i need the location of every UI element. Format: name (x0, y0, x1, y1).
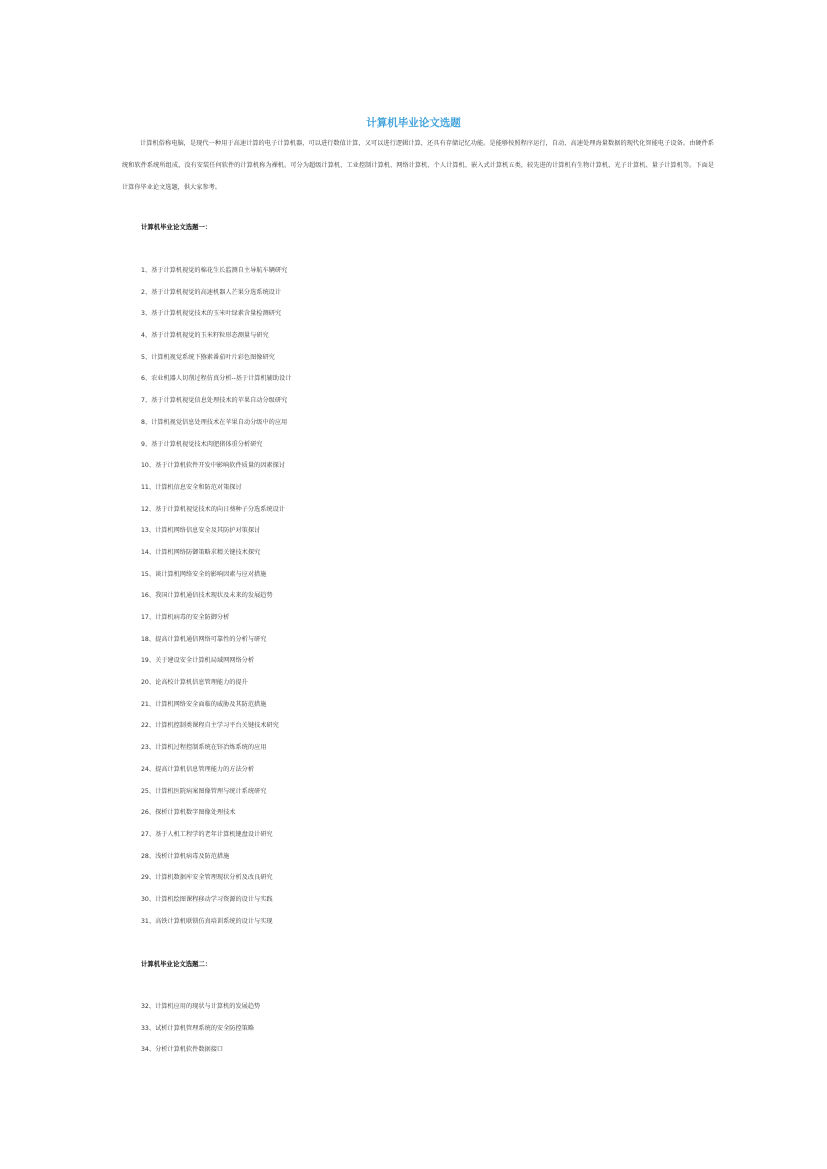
list-item-text: 计算机视觉信息处理技术在苹果自动分级中的应用 (151, 418, 288, 426)
list-item (141, 830, 291, 852)
list-item-separator: 、 (148, 570, 156, 578)
list-item (141, 808, 291, 830)
list-item-number: 13 (141, 527, 149, 535)
list-item-number: 21 (141, 700, 149, 708)
list-item-number: 6 (141, 375, 145, 383)
list-item-number: 30 (141, 895, 149, 903)
list-item (141, 353, 291, 375)
topic-list-2 (141, 1002, 260, 1067)
list-item-number: 16 (141, 592, 149, 600)
list-item-number: 5 (141, 353, 145, 361)
list-item-text: 分析计算机软件数据接口 (155, 1046, 224, 1054)
list-item-text: 基于计算机视觉技术的玉米叶绿素含量检测研究 (151, 310, 282, 318)
list-item (141, 548, 291, 570)
list-item (141, 635, 291, 657)
list-item-number: 28 (141, 852, 149, 860)
list-item-text: 浅析计算机病毒及防范措施 (155, 852, 230, 860)
list-item-separator: 、 (148, 462, 156, 470)
list-item (141, 1024, 260, 1046)
list-item-separator: 、 (148, 787, 156, 795)
list-item-number: 29 (141, 874, 149, 882)
list-item (141, 396, 291, 418)
list-item (141, 1002, 260, 1024)
list-item-separator: 、 (148, 505, 156, 513)
list-item-text: 试析计算机管理系统的安全防控策略 (155, 1024, 255, 1032)
list-item-text: 基于计算机视觉的玉米籽粒形态测量与研究 (151, 332, 269, 340)
list-item-text: 探析计算机数字图像处理技术 (155, 809, 236, 817)
list-item (141, 895, 291, 917)
list-item (141, 374, 291, 396)
list-item-separator: 、 (144, 375, 152, 383)
list-item-separator: 、 (144, 267, 152, 274)
list-item-separator: 、 (148, 895, 156, 903)
list-item (141, 591, 291, 613)
list-item-text: 基于计算机视觉信息处理技术的苹果自动分级研究 (151, 397, 288, 405)
list-item (141, 288, 291, 310)
list-item-separator: 、 (148, 657, 156, 665)
list-item-text: 计算机医院病案图像管理与统计系统研究 (155, 787, 267, 795)
list-item-number: 19 (141, 657, 149, 665)
list-item-text: 计算机过程控制系统在锌冶炼系统的应用 (155, 744, 267, 752)
list-item-text: 高铁计算机联锁仿真培训系统的设计与实现 (155, 917, 273, 925)
list-item-number: 22 (141, 722, 149, 730)
intro-paragraph: 计算机俗称电脑，是现代一种用于高速计算的电子计算机器，可以进行数值计算，又可以进行逻辑计算，还具有存储记忆功能。是能够按照程序运行，自动、高速处理海量数据的现代化智能电子设备。由硬件系统和软件系统所组成，没有安装任何软件的计算机称为裸机。可分为超级计算机、工业控制计算机、网络计算机、个人计算机、嵌入式计算机五类，较先进的计算机有生物计算机、光子计算机、量子计算机等。下面是计算你毕业论文选题，供大家参考。 (122, 140, 714, 191)
list-item-text: 计算机网络防御策略求精关键技术探究 (155, 548, 261, 556)
list-item-number: 1 (141, 267, 145, 274)
list-item-text: 计算机视觉系统下猕素番茄叶片彩色图像研究 (151, 353, 275, 361)
list-item-separator: 、 (144, 288, 152, 296)
list-item-number: 7 (141, 397, 145, 405)
list-item-number: 24 (141, 765, 149, 773)
list-item-number: 18 (141, 635, 149, 643)
list-item (141, 678, 291, 700)
list-item (141, 483, 291, 505)
list-item (141, 917, 291, 939)
list-item-number: 26 (141, 809, 149, 817)
list-item-separator: 、 (144, 353, 152, 361)
list-item-number: 11 (141, 483, 149, 491)
list-item-separator: 、 (144, 397, 152, 405)
list-item-text: 我国计算机通信技术现状及未来的发展趋势 (155, 592, 273, 600)
list-item-number: 12 (141, 505, 149, 513)
list-item-text: 谈计算机网络安全的影响因素与应对措施 (155, 570, 267, 578)
list-item-text: 基于计算机视觉技术肉肥猪体重分析研究 (151, 440, 263, 448)
list-item-text: 计算机绘图课程移动学习资源的设计与实践 (155, 895, 273, 903)
list-item (141, 613, 291, 635)
list-item-separator: 、 (148, 592, 156, 600)
list-item-separator: 、 (144, 440, 152, 448)
list-item-number: 32 (141, 1003, 149, 1010)
list-item-number: 25 (141, 787, 149, 795)
list-item-number: 23 (141, 744, 149, 752)
list-item (141, 873, 291, 895)
list-item-separator: 、 (148, 722, 156, 730)
list-item-number: 17 (141, 614, 149, 621)
list-item (141, 765, 291, 787)
list-item-number: 34 (141, 1046, 149, 1054)
list-item (141, 570, 291, 592)
list-item-separator: 、 (148, 765, 156, 773)
section-heading-1: 计算机毕业论文选题一： (141, 223, 212, 231)
list-item-separator: 、 (148, 874, 156, 882)
list-item-text: 计算机网络安全面临的威胁及其防范措施 (155, 700, 267, 708)
list-item (141, 505, 291, 527)
list-item (141, 743, 291, 765)
list-item-number: 10 (141, 462, 149, 470)
list-item (141, 526, 291, 548)
list-item-number: 15 (141, 570, 149, 578)
list-item-separator: 、 (148, 483, 156, 491)
list-item (141, 309, 291, 331)
list-item-number: 27 (141, 830, 149, 838)
list-item-separator: 、 (148, 852, 156, 860)
list-item (141, 331, 291, 353)
list-item-text: 计算机控制类课程自主学习平台关键技术研究 (155, 722, 279, 730)
list-item-text: 计算机应用的现状与计算机的发展趋势 (155, 1003, 261, 1010)
list-item-number: 20 (141, 679, 149, 687)
list-item-text: 基于计算机软件开发中影响软件质量的因素探讨 (155, 462, 285, 470)
list-item-separator: 、 (148, 679, 156, 687)
list-item (141, 721, 291, 743)
list-item-text: 计算机信息安全和防范对策探讨 (155, 483, 242, 491)
list-item-text: 关于建设安全计算机局域网网络分析 (155, 657, 255, 665)
list-item-text: 基于计算机视觉的高速机器人芒果分选系统设计 (151, 288, 282, 296)
list-item-text: 提高计算机通信网络可靠性的分析与研究 (155, 635, 267, 643)
list-item-number: 3 (141, 310, 145, 318)
list-item-separator: 、 (144, 332, 152, 340)
list-item-text: 计算机网络信息安全及其防护对策探讨 (155, 527, 261, 535)
list-item (141, 852, 291, 874)
list-item-text: 提高计算机信息管理能力的方法分析 (155, 765, 255, 773)
list-item-text: 农业机器人切削过程仿真分析--基于计算机辅助设计 (151, 375, 292, 383)
list-item-separator: 、 (148, 635, 156, 643)
list-item-number: 31 (141, 917, 149, 925)
section-heading-2: 计算机毕业论文选题二： (141, 960, 212, 968)
list-item-separator: 、 (148, 917, 156, 925)
list-item (141, 440, 291, 462)
list-item (141, 656, 291, 678)
list-item (141, 461, 291, 483)
list-item-number: 4 (141, 332, 145, 340)
list-item-separator: 、 (148, 744, 156, 752)
list-item-number: 14 (141, 548, 149, 556)
list-item-text: 基于计算机视觉的棉花生长监测自主导航车辆研究 (151, 267, 288, 274)
list-item (141, 266, 291, 288)
list-item-separator: 、 (148, 1024, 156, 1032)
list-item-separator: 、 (148, 830, 156, 838)
list-item-separator: 、 (148, 614, 156, 621)
list-item-text: 基于计算机视觉技术的向日葵种子分选系统设计 (155, 505, 285, 513)
list-item-number: 2 (141, 288, 145, 296)
list-item-separator: 、 (148, 1046, 156, 1054)
list-item-number: 8 (141, 418, 145, 426)
list-item-separator: 、 (144, 418, 152, 426)
list-item-text: 计算机数据库安全管理现状分析及改良研究 (155, 874, 273, 882)
list-item-text: 计算机病毒的安全防御分析 (155, 614, 230, 621)
list-item-text: 论高校计算机信息管理能力的提升 (155, 679, 248, 687)
list-item-separator: 、 (144, 310, 152, 318)
list-item-separator: 、 (148, 1003, 156, 1010)
list-item (141, 1045, 260, 1067)
list-item-separator: 、 (148, 700, 156, 708)
list-item-number: 9 (141, 440, 145, 448)
list-item (141, 787, 291, 809)
list-item (141, 418, 291, 440)
list-item (141, 700, 291, 722)
list-item-separator: 、 (148, 548, 156, 556)
list-item-number: 33 (141, 1024, 149, 1032)
document-title: 计算机毕业论文选题 (366, 117, 461, 129)
list-item-separator: 、 (148, 527, 156, 535)
list-item-separator: 、 (148, 809, 156, 817)
list-item-text: 基于人机工程学的老年计算机键盘设计研究 (155, 830, 273, 838)
topic-list-1 (141, 266, 291, 938)
